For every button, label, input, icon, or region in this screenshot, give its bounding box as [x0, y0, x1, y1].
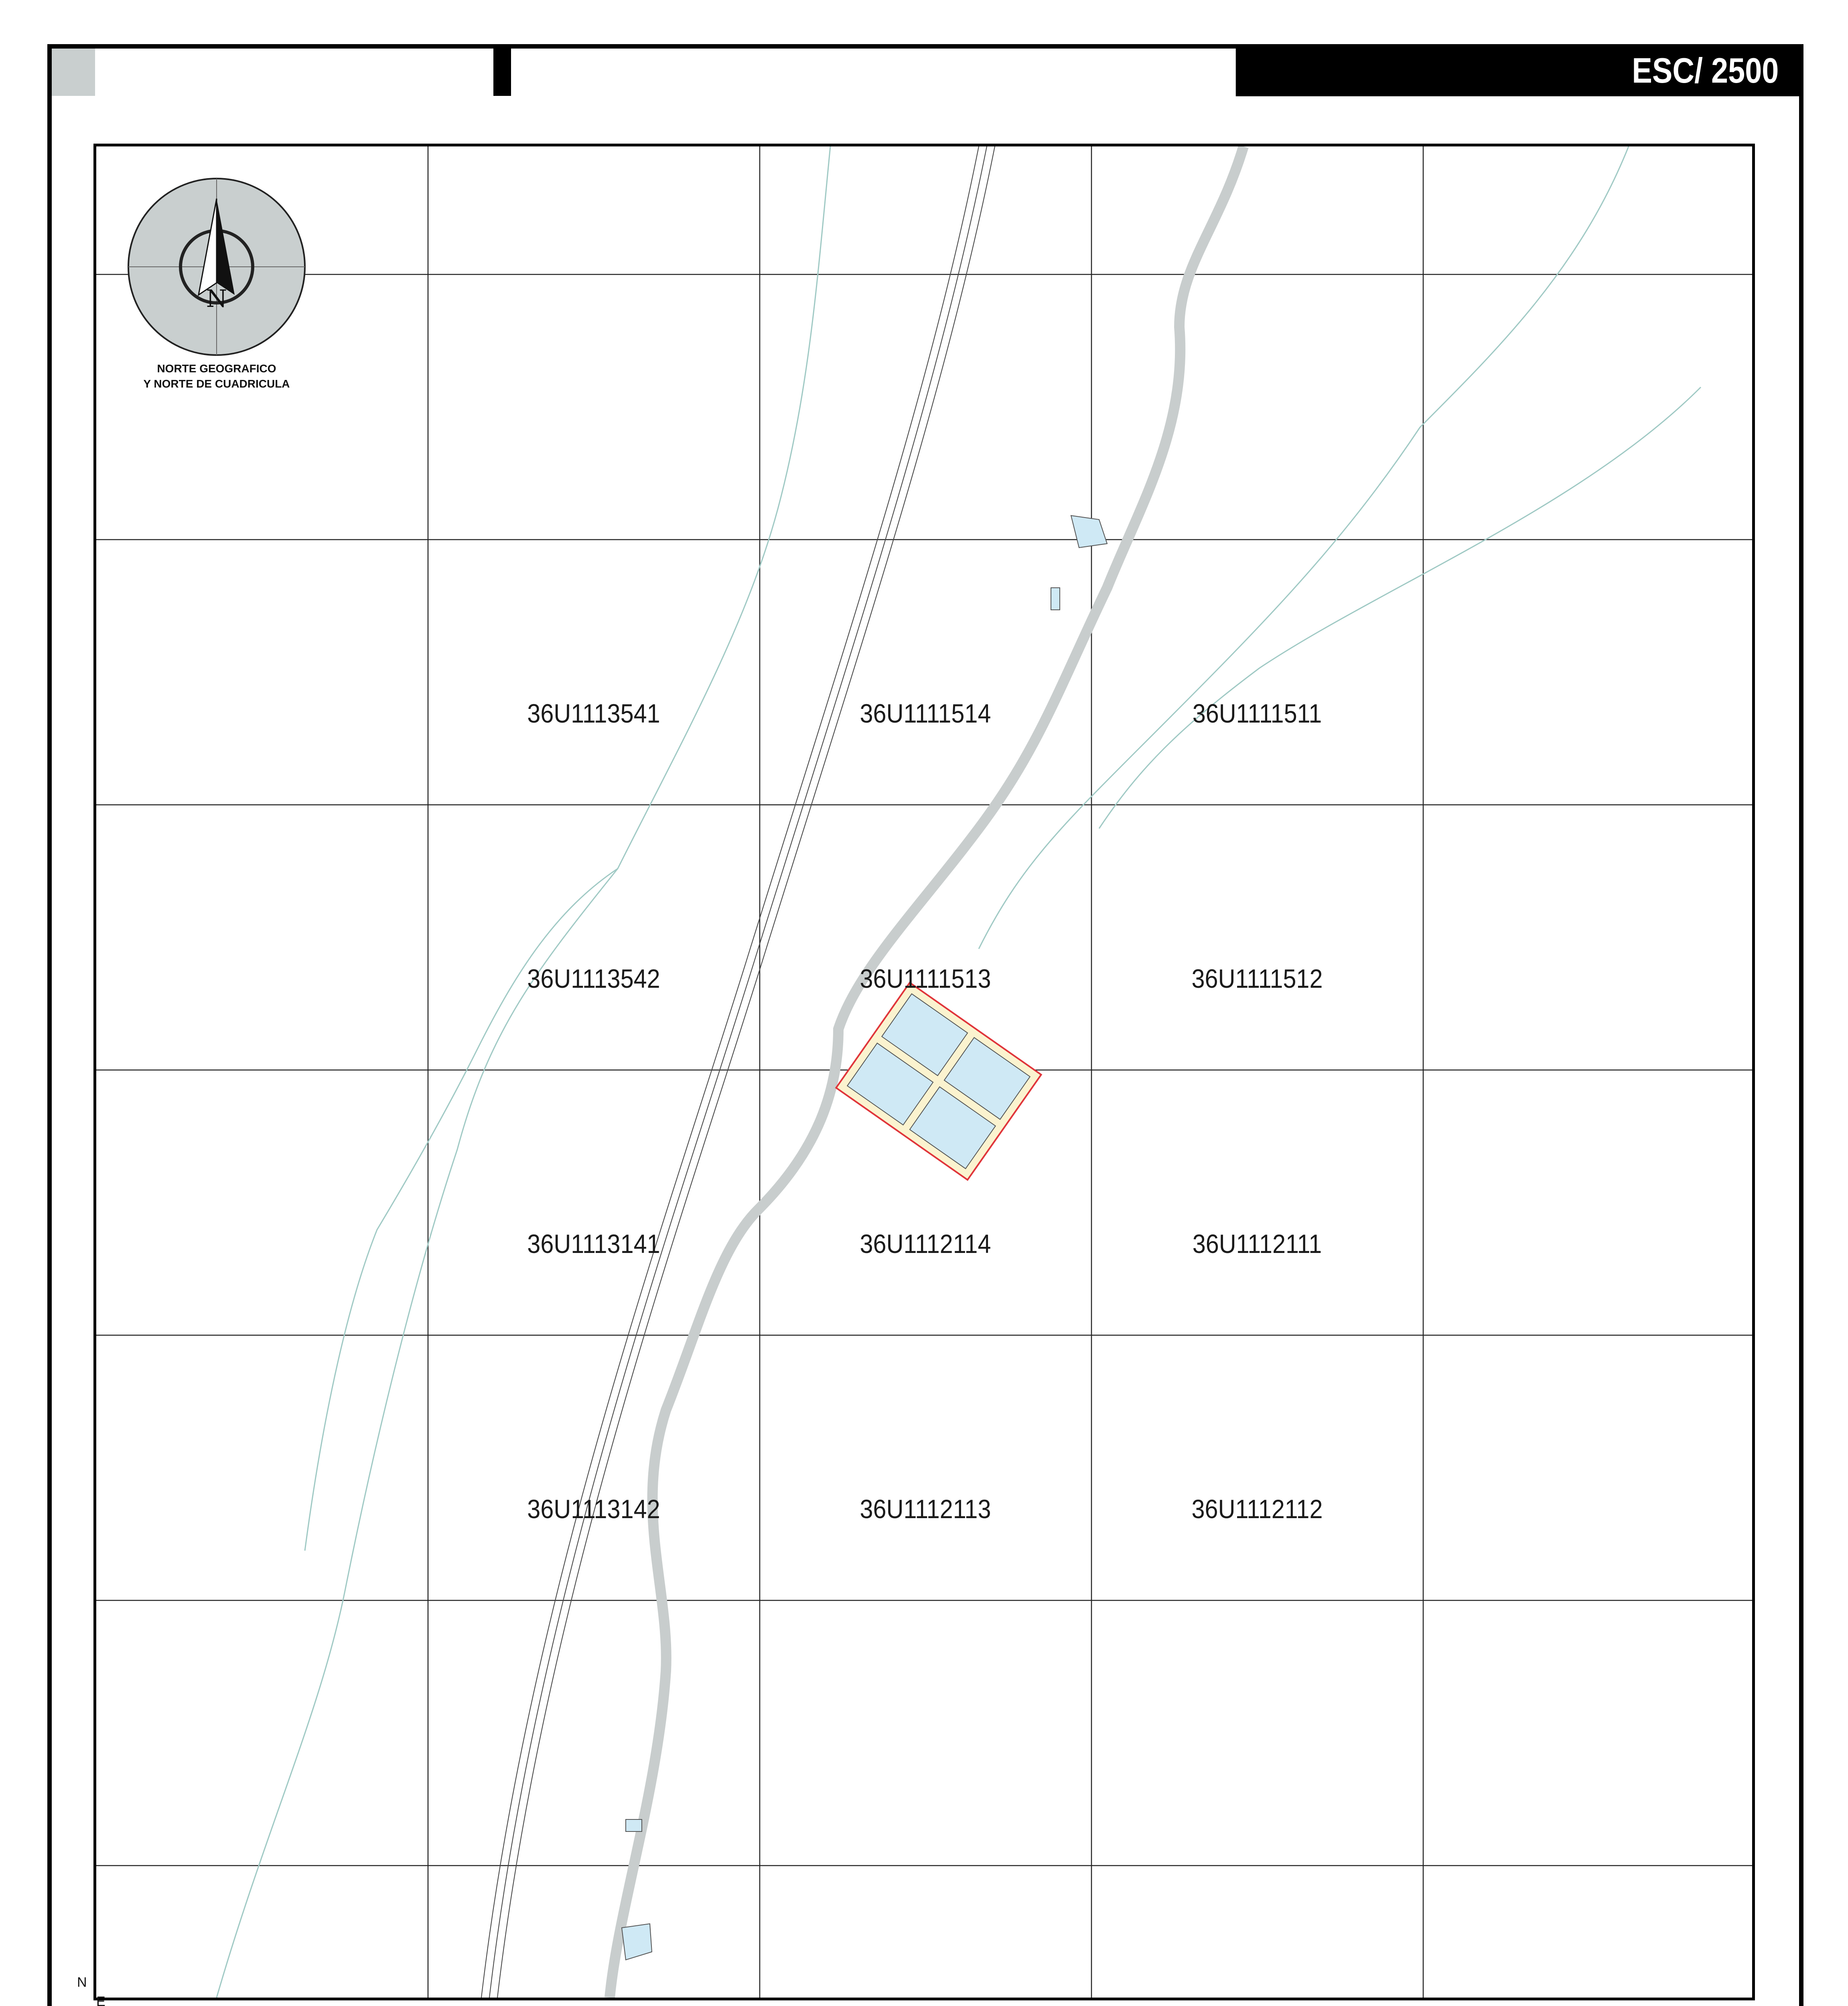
grid-label[interactable]: 36U1111512: [1191, 964, 1323, 993]
grid-label[interactable]: 36U1113541: [527, 698, 660, 728]
grid-label[interactable]: 36U1111514: [860, 698, 991, 728]
header-gray-tab: [52, 49, 95, 96]
grid-label[interactable]: 36U1111513: [860, 964, 991, 993]
corner-mark-east: E: [96, 1994, 105, 2006]
grid-label[interactable]: 36U1112113: [860, 1494, 991, 1524]
map-graphics: [96, 146, 1752, 1998]
scale-label: ESC/ 2500: [1632, 51, 1779, 90]
grid-label[interactable]: 36U1112111: [1192, 1229, 1322, 1259]
compass-caption-line1: NORTE GEOGRAFICO: [157, 362, 276, 375]
compass-caption: [104, 361, 329, 392]
grid-label[interactable]: 36U1113142: [527, 1494, 660, 1524]
urban-blocks: [836, 983, 1041, 1180]
compass-rose: [124, 175, 309, 359]
map-canvas[interactable]: [93, 144, 1755, 2000]
grid-label[interactable]: 36U1113542: [527, 964, 660, 993]
grid-label[interactable]: 36U1112114: [860, 1229, 991, 1259]
grid-label[interactable]: 36U1111511: [1192, 698, 1322, 728]
compass-north-letter: N: [206, 285, 227, 313]
grid-label[interactable]: 36U1113141: [527, 1229, 660, 1259]
grid-label[interactable]: 36U1112112: [1191, 1494, 1323, 1524]
header-divider-bar: [493, 49, 511, 96]
scale-header: [1236, 45, 1799, 96]
corner-mark-north: N: [77, 1975, 87, 1990]
compass-caption-line2: Y NORTE DE CUADRICULA: [143, 378, 290, 390]
